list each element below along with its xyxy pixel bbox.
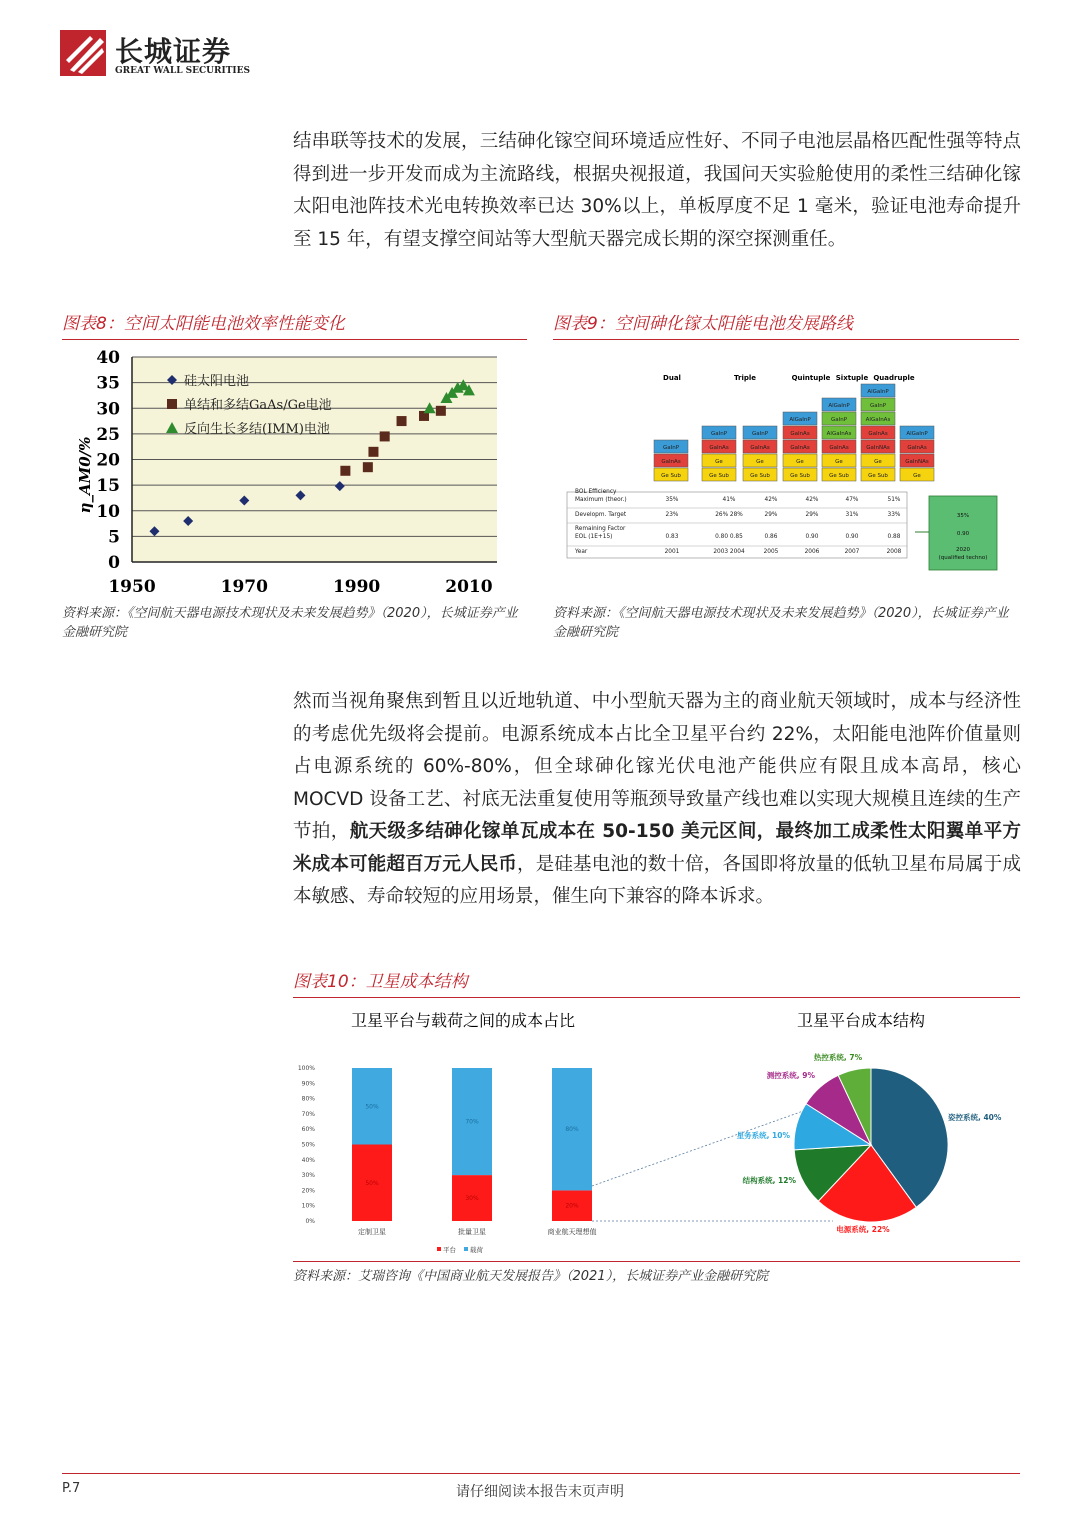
cell-layer-label: GaInAs xyxy=(907,445,927,451)
column-header: Quintuple xyxy=(791,374,831,382)
pie-slice-label: 热控系统, 7% xyxy=(813,1053,863,1062)
legend-label: 平台 xyxy=(443,1246,456,1254)
table-cell: 42% xyxy=(805,497,819,503)
bar-y-tick: 70% xyxy=(301,1110,315,1118)
table-cell: 0.90 xyxy=(845,534,859,540)
table-cell: 31% xyxy=(845,512,859,518)
bar-y-tick: 60% xyxy=(301,1126,315,1134)
bar-platform-label: 30% xyxy=(465,1195,479,1203)
table-row-label: BOL Efficiency xyxy=(575,489,617,495)
gaas-roadmap-diagram xyxy=(553,350,1019,595)
table-cell: 29% xyxy=(764,512,778,518)
legend-label: 反向生长多结(IMM)电池 xyxy=(184,422,330,437)
bar-y-axis xyxy=(298,1065,315,1225)
cell-layer-label: AlGaInP xyxy=(789,417,811,423)
y-axis-label: η_AM0/% xyxy=(76,436,94,514)
table-cell: 0.90 xyxy=(805,534,819,540)
figure-9-rule xyxy=(553,339,1019,340)
table-cell: 41% xyxy=(722,497,736,503)
legend-label: 载荷 xyxy=(470,1246,483,1254)
figure-9-title: 图表9：空间砷化镓太阳能电池发展路线 xyxy=(553,314,853,334)
bar-y-tick: 10% xyxy=(301,1202,315,1210)
table-cell: 0.80 0.85 xyxy=(715,534,743,540)
y-tick-label: 35 xyxy=(96,373,120,394)
footer-rule xyxy=(62,1473,1020,1474)
cell-layer-label: GaInP xyxy=(662,445,680,451)
x-tick-label: 1970 xyxy=(220,577,268,597)
connector-line xyxy=(592,1104,823,1186)
bar-y-tick: 40% xyxy=(301,1156,315,1164)
disclaimer-note: 请仔细阅读本报告末页声明 xyxy=(456,1484,624,1500)
cell-layer-label: GaInP xyxy=(869,403,887,409)
column-headers xyxy=(663,374,915,382)
figure-8-source: 资料来源：《空间航天器电源技术现状及未来发展趋势》（2020），长城证券产业金融研究院 xyxy=(62,606,518,640)
cell-layer-label: Ge Sub xyxy=(661,473,681,479)
cell-layer-label: Ge xyxy=(715,459,723,465)
bar-y-tick: 50% xyxy=(301,1141,315,1149)
bar-payload-label: 70% xyxy=(465,1118,479,1126)
cell-layer-label: GaInAs xyxy=(829,445,849,451)
body-paragraph-2 xyxy=(293,686,1021,914)
y-tick-label: 20 xyxy=(96,450,120,471)
y-tick-label: 0 xyxy=(108,553,120,573)
target-box-text: 0.90 xyxy=(956,531,970,537)
cell-layer-label: Ge xyxy=(835,459,843,465)
efficiency-chart xyxy=(62,345,527,600)
table-cell: 0.83 xyxy=(665,534,679,540)
bar-category-label: 批量卫星 xyxy=(458,1228,486,1236)
cell-layer-label: Ge Sub xyxy=(868,473,888,479)
brand-logo-icon xyxy=(60,30,106,76)
x-tick-label: 2010 xyxy=(445,577,493,597)
pie-slice-label: 电源系统, 22% xyxy=(836,1225,890,1234)
cell-layer-label: GaInP xyxy=(710,431,728,437)
table-cell: 51% xyxy=(887,497,901,503)
pie-slice-label: 结构系统, 12% xyxy=(742,1176,796,1185)
legend-label: 硅太阳电池 xyxy=(184,374,250,389)
bar-category-label: 商业航天理想值 xyxy=(547,1228,597,1236)
cell-layer-label: Ge xyxy=(756,459,764,465)
pie-slice-label: 姿控系统, 40% xyxy=(948,1113,1002,1122)
table-row-label: Maximum (theor.) xyxy=(575,497,627,503)
x-tick-label: 1990 xyxy=(332,577,381,597)
cell-layer-label: AlGaInP xyxy=(867,389,889,395)
table-cell: 2001 xyxy=(664,549,680,555)
brand-name-en: GREAT WALL SECURITIES xyxy=(115,66,250,76)
column-header: Sixtuple xyxy=(835,374,869,382)
cell-layer-label: GaInAs xyxy=(868,431,888,437)
pie-chart-title: 卫星平台成本结构 xyxy=(796,1011,926,1030)
cell-layer-label: AlGaInAs xyxy=(826,431,852,437)
bar-legend xyxy=(437,1245,484,1254)
bar-platform-label: 50% xyxy=(365,1179,379,1187)
pie-marks xyxy=(737,1052,1002,1234)
cell-layer-label: Ge Sub xyxy=(790,473,810,479)
table-cell: 47% xyxy=(845,497,859,503)
bar-y-tick: 0% xyxy=(305,1218,315,1225)
cell-layer-label: Ge xyxy=(796,459,804,465)
table-cell: 23% xyxy=(665,512,679,518)
bar-chart-title: 卫星平台与载荷之间的成本占比 xyxy=(350,1011,576,1030)
bar-y-tick: 30% xyxy=(301,1172,315,1180)
cell-layer-label: GaInNAs xyxy=(905,459,929,465)
column-header: Dual xyxy=(663,374,681,382)
body-paragraph-1: 结串联等技术的发展，三结砷化镓空间环境适应性好、不同子电池层晶格匹配性强等特点得到进一步开发而成为主流路线，根据央视报道，我国问天实验舱使用的柔性三结砷化镓太阳电池阵技术光电转换效率已达 30%以上，单板厚度不足 1 毫米，验证电池寿命提升至 15 年，有望支撑空间站等大型航天器完成长期的深空探测重任。 xyxy=(293,131,1021,250)
table-cell: 2003 2004 xyxy=(713,549,745,555)
cell-layer-label: GaInAs xyxy=(750,445,770,451)
target-box-text: (qualified techno) xyxy=(938,555,988,561)
y-tick-label: 15 xyxy=(96,476,120,497)
parameter-table xyxy=(567,489,907,558)
bar-y-tick: 80% xyxy=(301,1095,315,1103)
table-cell: 2006 xyxy=(804,549,820,555)
figure-8-title: 图表8：空间太阳能电池效率性能变化 xyxy=(62,314,345,334)
bar-y-tick: 20% xyxy=(301,1187,315,1195)
table-row-label: Developm. Target xyxy=(575,512,627,518)
bar-payload-label: 50% xyxy=(365,1103,379,1111)
cell-layer-label: AlGaInP xyxy=(828,403,850,409)
table-cell: 2008 xyxy=(886,549,902,555)
cell-layer-label: AlGaInP xyxy=(906,431,928,437)
y-tick-label: 30 xyxy=(96,399,120,420)
column-header: Triple xyxy=(733,374,757,382)
table-row-label: Year xyxy=(575,549,588,555)
data-point xyxy=(340,466,350,476)
target-box xyxy=(915,496,997,570)
cell-layer-label: Ge xyxy=(874,459,882,465)
bar-y-tick: 90% xyxy=(301,1080,315,1088)
data-point xyxy=(380,431,390,441)
bar-payload-label: 80% xyxy=(565,1126,579,1134)
figure-10-source: 资料来源：艾瑞咨询《中国商业航天发展报告》（2021），长城证券产业金融研究院 xyxy=(293,1269,769,1284)
cell-layer-label: GaInP xyxy=(830,417,848,423)
cell-layer-label: Ge xyxy=(913,473,921,479)
cell-layer-label: GaInAs xyxy=(790,431,810,437)
cell-layer-label: Ge Sub xyxy=(750,473,770,479)
cell-layer-label: GaInP xyxy=(751,431,769,437)
table-cell: 0.88 xyxy=(887,534,901,540)
figure-10-title: 图表10：卫星成本结构 xyxy=(293,972,468,992)
page-number: P.7 xyxy=(62,1481,81,1496)
figure-10-rule xyxy=(293,997,1020,998)
pie-slice-label: 测控系统, 9% xyxy=(766,1071,815,1080)
cell-layer-label: Ge Sub xyxy=(709,473,729,479)
legend-swatch xyxy=(464,1247,468,1251)
legend-label: 单结和多结GaAs/Ge电池 xyxy=(184,398,332,413)
legend-swatch xyxy=(437,1247,441,1251)
pie-slice-label: 星务系统, 10% xyxy=(736,1131,790,1140)
table-row-label: Remaining Factor xyxy=(575,526,626,532)
data-point xyxy=(368,447,378,457)
cell-layer-label: GaInNAs xyxy=(866,445,890,451)
column-header: Quadruple xyxy=(873,374,915,382)
cell-layer-label: GaInAs xyxy=(709,445,729,451)
bar-category-label: 定制卫星 xyxy=(358,1228,386,1236)
data-point xyxy=(397,416,407,426)
table-cell: 26% 28% xyxy=(715,512,743,518)
para2-tail: ，是硅基电池的数十倍，各国即将放量的低轨卫星布局属于成本敏感、寿命较短的应用场景，催生向下兼容的降本诉求。 xyxy=(293,853,1021,907)
figure-8-rule xyxy=(62,339,527,340)
bar-platform-label: 20% xyxy=(565,1202,579,1210)
legend-marker xyxy=(167,399,177,409)
x-tick-label: 1950 xyxy=(108,577,156,597)
bar-marks xyxy=(352,1068,597,1236)
target-box-text: 2020 xyxy=(956,547,970,553)
table-cell: 33% xyxy=(887,512,901,518)
table-cell: 0.86 xyxy=(764,534,778,540)
table-cell: 29% xyxy=(805,512,819,518)
table-cell: 35% xyxy=(665,497,679,503)
table-cell: 2007 xyxy=(844,549,860,555)
y-tick-label: 25 xyxy=(96,424,120,445)
y-tick-label: 5 xyxy=(108,527,120,548)
cell-layer-label: AlGaInAs xyxy=(865,417,891,423)
bar-y-tick: 100% xyxy=(297,1065,315,1072)
data-point xyxy=(363,462,373,472)
para2-bold: 航天级多结砷化镓单瓦成本在 50-150 美元区间，最终加工成柔性太阳翼单平方米成本可能超百万元人民币 xyxy=(293,821,1021,875)
table-cell: 42% xyxy=(764,497,778,503)
para2-plain: 然而当视角聚焦到暂且以近地轨道、中小型航天器为主的商业航天领域时，成本与经济性的考虑优先级将会提前。电源系统成本占比全卫星平台约 22%，太阳能电池阵价值量则占电源系统的 60%-80%，但全球砷化镓光伏电池产能供应有限且成本高昂，核心MOCVD 设备工艺、衬底无法重复使用等瓶颈导致量产线也难以实现大规模且连续的生产节拍， xyxy=(293,691,1021,842)
brand-name-cn: 长城证券 xyxy=(115,35,232,68)
y-tick-label: 40 xyxy=(96,348,120,368)
figure-9-source: 资料来源：《空间航天器电源技术现状及未来发展趋势》（2020），长城证券产业金融研究院 xyxy=(553,606,1009,640)
cell-stacks xyxy=(654,384,934,481)
y-tick-label: 10 xyxy=(96,501,120,522)
data-point xyxy=(436,406,446,416)
satellite-cost-charts xyxy=(293,1000,1020,1258)
cell-layer-label: GaInAs xyxy=(790,445,810,451)
figure-10-bottom-rule xyxy=(293,1261,1020,1262)
target-box-text: 35% xyxy=(956,513,970,519)
table-row-label: EOL (1E+15) xyxy=(575,534,613,540)
cell-layer-label: GaInAs xyxy=(661,459,681,465)
cell-layer-label: Ge Sub xyxy=(829,473,849,479)
table-cell: 2005 xyxy=(763,549,779,555)
